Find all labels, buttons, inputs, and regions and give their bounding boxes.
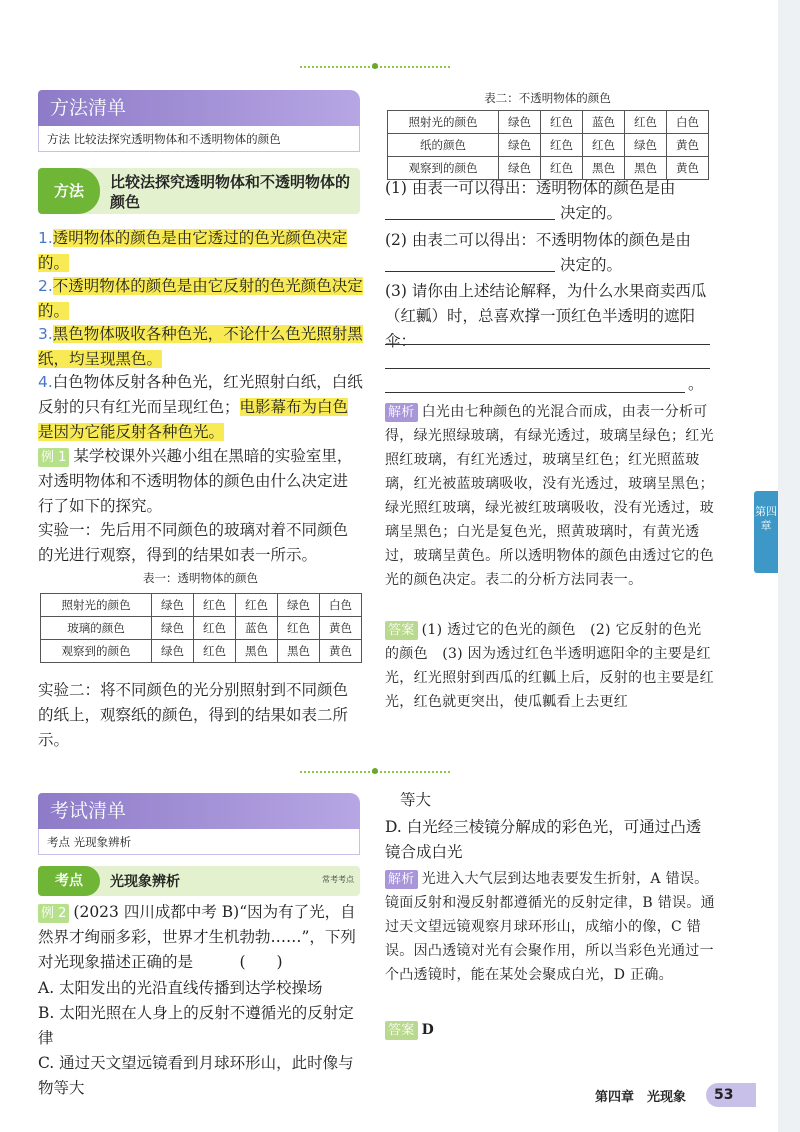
method-point-1: 1.透明物体的颜色是由它透过的色光颜色决定的。 <box>38 229 348 272</box>
question-3: (3) 请你由上述结论解释，为什么水果商卖西瓜（红瓤）时，总喜欢撑一顶红色半透明的遮阳伞： <box>385 282 707 350</box>
table-row: 照射光的颜色 绿色 红色 蓝色 红色 白色 <box>388 111 709 134</box>
example1-answer: 答案 (1) 透过它的色光的颜色 (2) 它反射的色光的颜色 (3) 因为透过红色半透明遮阳伞的主要是红光，红光照射到西瓜的红瓤上后，反射的也主要是红光，红色就更突出，使瓜瓤看上去更红 <box>385 622 714 710</box>
table1 <box>40 593 362 663</box>
example1-tag: 例 1 <box>38 448 69 467</box>
analysis-tag-2: 解析 <box>385 870 418 889</box>
analysis-tag: 解析 <box>385 403 418 422</box>
example2-stem: 例 2 (2023 四川成都中考 B)“因为有了光，自然界才绚丽多彩，世界才生机勃勃……”，下列对光现象描述正确的是 ( ) <box>38 903 356 971</box>
method-section-subheader: 方法 比较法探究透明物体和不透明物体的颜色 <box>38 126 360 152</box>
option-c-continued: 等大 <box>400 791 432 809</box>
exam-point-banner <box>38 866 360 896</box>
table2 <box>387 110 709 180</box>
table-row: 纸的颜色 绿色 红色 红色 绿色 黄色 <box>388 134 709 157</box>
table-row: 观察到的颜色 绿色 红色 黑色 黑色 黄色 <box>41 640 362 663</box>
answer-blank-3b[interactable] <box>385 368 710 369</box>
question-1-end: 决定的。 <box>560 204 623 222</box>
exam-point-title: 光现象辨析 <box>110 874 180 890</box>
exam-section-subheader: 考点 光现象辨析 <box>38 829 360 855</box>
footer-chapter: 第四章 光现象 <box>595 1090 687 1105</box>
method-tag: 方法 <box>38 168 100 214</box>
table2-caption: 表二：不透明物体的颜色 <box>484 91 611 105</box>
middle-divider <box>300 771 450 777</box>
example1-analysis: 解析 白光由七种颜色的光混合而成，由表一分析可得，绿光照绿玻璃，有绿光透过，玻璃呈绿色；红光照红玻璃，有红光透过，玻璃呈红色；红光照蓝玻璃，红光被蓝玻璃吸收，没有光透过，玻璃呈黑色；绿光照红玻璃，绿光被红玻璃吸收，没有光透过，玻璃呈黑色；白光是复色光，照黄玻璃时，有黄光透过，玻璃呈黄色。所以透明物体的颜色由透过它的色光的颜色决定。表二的分析方法同表一。 <box>385 404 714 588</box>
experiment-2-text: 实验二：将不同颜色的光分别照射到不同颜色的纸上，观察纸的颜色，得到的结果如表二所示。 <box>38 681 349 749</box>
example1-intro: 例 1 某学校课外兴趣小组在黑暗的实验室里，对透明物体和不透明物体的颜色由什么决定进行了如下的探究。 <box>38 447 353 515</box>
table-row: 观察到的颜色 绿色 红色 黑色 黑色 黄色 <box>388 157 709 180</box>
answer-tag: 答案 <box>385 621 418 640</box>
exam-point-note: 常考考点 <box>322 875 354 884</box>
table-row: 照射光的颜色 绿色 红色 红色 绿色 白色 <box>41 594 362 617</box>
method-section-header: 方法清单 <box>38 90 360 126</box>
chapter-side-tab-label: 第四章 <box>755 505 777 532</box>
method-point-3: 3.黑色物体吸收各种色光，不论什么色光照射黑纸，均呈现黑色。 <box>38 325 363 368</box>
question-2-end: 决定的。 <box>560 256 623 274</box>
option-a[interactable]: A. 太阳发出的光沿直线传播到达学校操场 <box>38 979 323 997</box>
top-divider <box>300 66 450 72</box>
option-b[interactable]: B. 太阳光照在人身上的反射不遵循光的反射定律 <box>38 1004 354 1047</box>
example2-tag: 例 2 <box>38 904 69 923</box>
example2-analysis: 解析 光进入大气层到达地表要发生折射，A 错误。镜面反射和漫反射都遵循光的反射定律，B 错误。通过天文望远镜观察月球环形山，成缩小的像，C 错误。因凸透镜对光有会聚作用，所以当彩色光通过一个凸透镜时，能在某处会聚成白光，D 正确。 <box>385 871 715 983</box>
example2-answer: 答案 D <box>385 1018 715 1042</box>
method-point-4: 4.白色物体反射各种色光，红光照射白纸，白纸反射的只有红光而呈现红色；电影幕布为白色是因为它能反射各种色光。 <box>38 373 363 441</box>
table1-caption: 表一：透明物体的颜色 <box>143 571 258 585</box>
answer-tag-2: 答案 <box>385 1021 418 1040</box>
method-point-2: 2.不透明物体的颜色是由它反射的色光颜色决定的。 <box>38 277 363 320</box>
option-c[interactable]: C. 通过天文望远镜看到月球环形山，此时像与物等大 <box>38 1054 354 1097</box>
question-3-end: 。 <box>688 375 704 393</box>
exam-section-header: 考试清单 <box>38 793 360 829</box>
answer-blank-3c[interactable] <box>385 392 685 393</box>
experiment-1-text: 实验一：先后用不同颜色的玻璃对着不同颜色的光进行观察，得到的结果如表一所示。 <box>38 521 349 564</box>
method-banner <box>38 168 360 214</box>
method-title: 比较法探究透明物体和不透明物体的颜色 <box>110 173 351 211</box>
option-d[interactable]: D. 白光经三棱镜分解成的彩色光，可通过凸透镜合成白光 <box>385 818 702 861</box>
answer-blank-2[interactable] <box>385 271 555 272</box>
chapter-side-tab[interactable] <box>754 491 778 573</box>
question-2: (2) 由表二可以得出：不透明物体的颜色是由 <box>385 231 691 249</box>
page-edge <box>778 0 800 1132</box>
table-row: 玻璃的颜色 绿色 红色 蓝色 红色 黄色 <box>41 617 362 640</box>
page-number: 53 <box>706 1083 756 1107</box>
question-1: (1) 由表一可以得出：透明物体的颜色是由 <box>385 179 676 197</box>
answer-blank-3a[interactable] <box>385 344 710 345</box>
answer-blank-1[interactable] <box>385 219 555 220</box>
exam-point-tag: 考点 <box>38 866 100 896</box>
